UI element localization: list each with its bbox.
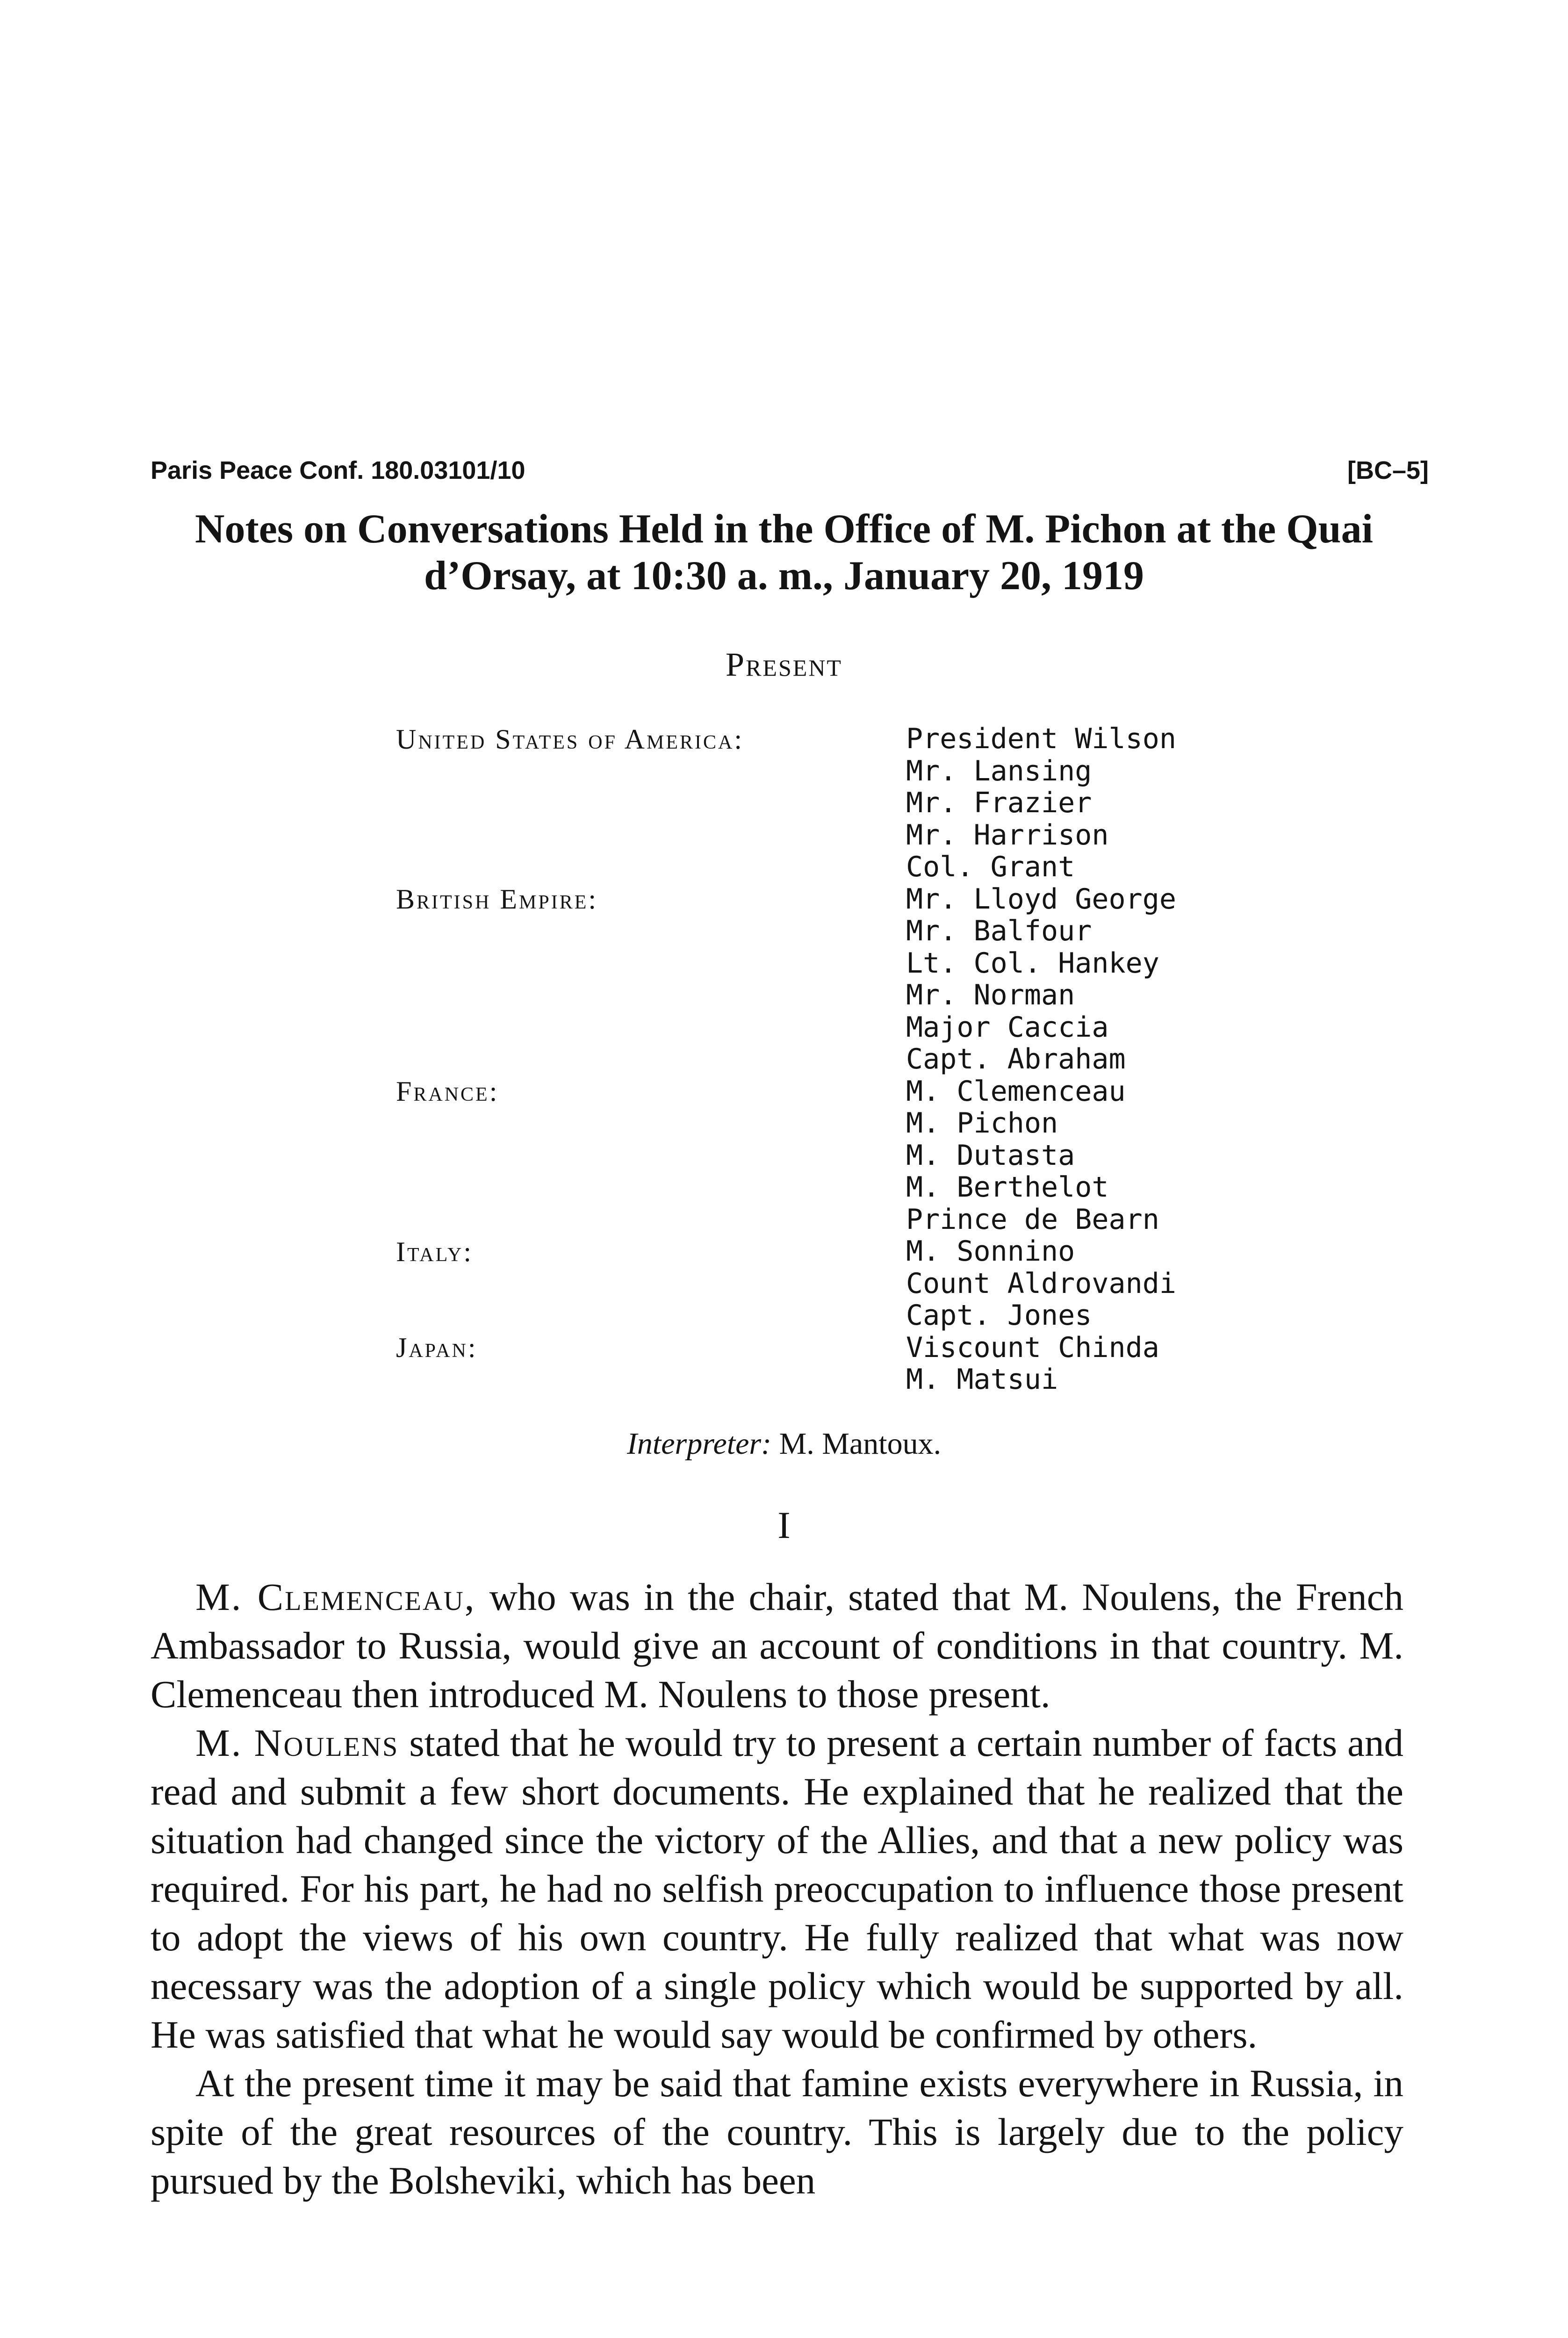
country-label-british-empire: British Empire: — [396, 884, 598, 915]
interpreter-line — [0, 1426, 1568, 1462]
section-numeral: I — [777, 1504, 791, 1546]
attendee-name: Major Caccia — [906, 1010, 1109, 1044]
attendee-name: M. Dutasta — [906, 1139, 1075, 1172]
country-label-usa: United States of America: — [396, 724, 744, 755]
attendee-name: President Wilson — [906, 722, 1176, 755]
attendee-name: M. Pichon — [906, 1107, 1058, 1140]
attendee-name: Col. Grant — [906, 851, 1075, 883]
body-text — [151, 1573, 1403, 2205]
country-label-italy: Italy: — [396, 1236, 474, 1267]
attendee-name: Capt. Jones — [906, 1299, 1092, 1332]
interpreter-name: M. Mantoux. — [779, 1427, 942, 1461]
document-id: Paris Peace Conf. 180.03101/10 — [151, 456, 525, 484]
paragraph-text: who was in the chair, stated that M. Noulens, the French Ambassador to Russia, would give an account of conditions in that country. M. Clemenceau then introduced M. Noulens to those present. — [151, 1575, 1404, 1716]
paragraph — [151, 1718, 1403, 2059]
paragraph — [151, 1573, 1403, 1718]
attendee-name: Mr. Lloyd George — [906, 882, 1176, 916]
attendee-name: M. Sonnino — [906, 1235, 1075, 1268]
paragraph-text: At the present time it may be said that famine exists everywhere in Russia, in spite of the great resources of the country. This is largely due to the policy pursued by the Bolsheviki, which has been — [151, 2062, 1403, 2202]
speaker-name: M. Clemenceau, — [195, 1575, 476, 1618]
title-line-1: Notes on Conversations Held in the Office of M. Pichon at the Quai — [194, 506, 1374, 552]
interpreter-label: Interpreter: — [626, 1427, 772, 1461]
attendee-name: M. Clemenceau — [906, 1075, 1126, 1108]
paragraph-text: stated that he would try to present a certain number of facts and read and submit a few short documents. He explained that he realized that the situation had changed since the victory of the Allies, and that a new policy was required. For his part, he had no selfish preoccupation to influence those present to adopt the views of his own country. He fully realized that what was now necessary was the adoption of a single policy which would be supported by all. He was satisfied that what he would say would be confirmed by others. — [151, 1721, 1404, 2056]
attendee-name: Mr. Lansing — [906, 754, 1092, 787]
attendee-name: Mr. Frazier — [906, 787, 1092, 819]
attendee-name: Capt. Abraham — [906, 1043, 1126, 1075]
speaker-name: M. Noulens — [195, 1721, 399, 1764]
document-code: [BC–5] — [1347, 456, 1429, 484]
country-label-japan: Japan: — [396, 1332, 478, 1363]
attendee-name: M. Berthelot — [906, 1171, 1109, 1204]
attendee-name: Mr. Norman — [906, 979, 1075, 1011]
attendee-name: Viscount Chinda — [906, 1331, 1159, 1364]
attendee-name: Mr. Harrison — [906, 818, 1109, 851]
attendee-name: Prince de Bearn — [906, 1203, 1159, 1236]
attendee-name: Count Aldrovandi — [906, 1267, 1176, 1300]
title-line-2: d’Orsay, at 10:30 a. m., January 20, 1919 — [424, 553, 1144, 599]
attendee-name: Lt. Col. Hankey — [906, 946, 1159, 980]
attendee-name: M. Matsui — [906, 1363, 1058, 1396]
country-label-france: France: — [396, 1076, 499, 1107]
attendee-list — [906, 723, 1327, 1396]
present-heading: Present — [726, 646, 842, 683]
attendee-name: Mr. Balfour — [906, 915, 1092, 947]
paragraph — [151, 2059, 1403, 2205]
